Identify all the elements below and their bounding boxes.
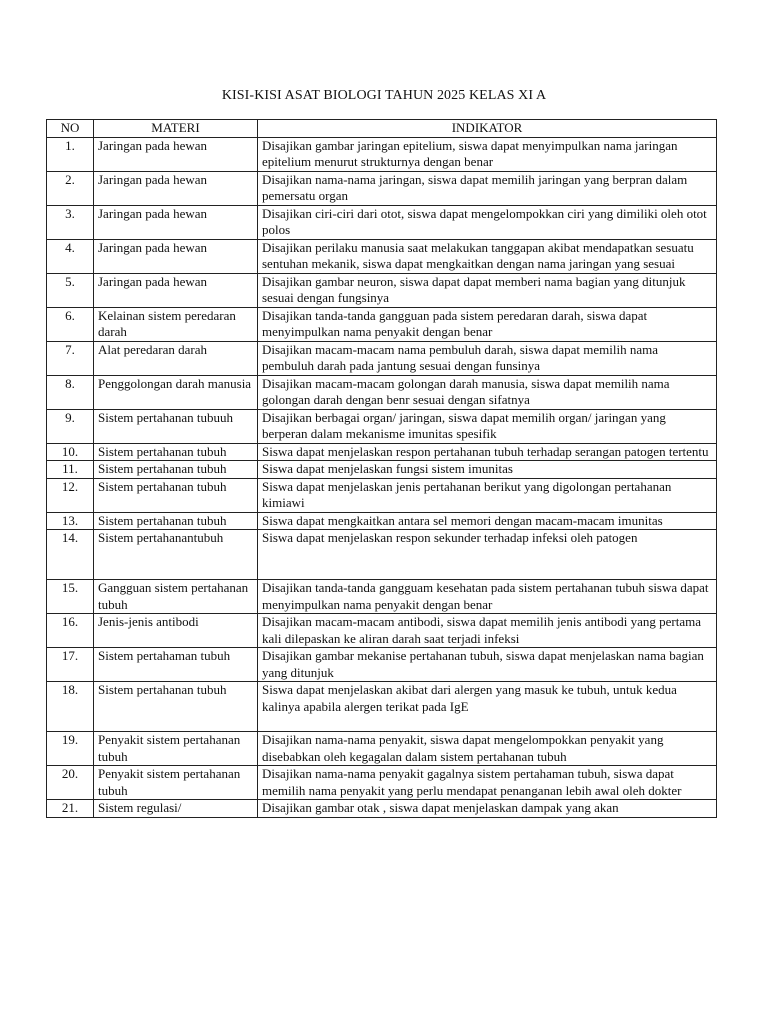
- cell-indikator: Disajikan tanda-tanda gangguan pada sistem peredaran darah, siswa dapat menyimpulkan nama penyakit dengan benar: [258, 307, 717, 341]
- cell-materi: Penyakit sistem pertahanan tubuh: [94, 766, 258, 800]
- cell-materi: Jaringan pada hewan: [94, 273, 258, 307]
- cell-indikator: Disajikan tanda-tanda gangguam kesehatan pada sistem pertahanan tubuh siswa dapat menyimpulkan nama penyakit dengan benar: [258, 580, 717, 614]
- cell-no: 7.: [47, 341, 94, 375]
- cell-indikator: Disajikan perilaku manusia saat melakukan tanggapan akibat mendapatkan sesuatu sentuhan mekanik, siswa dapat mengkaitkan dengan nama jaringan yang sesuai: [258, 239, 717, 273]
- cell-no: 19.: [47, 732, 94, 766]
- cell-no: 18.: [47, 682, 94, 732]
- cell-no: 14.: [47, 530, 94, 580]
- cell-materi: Jaringan pada hewan: [94, 205, 258, 239]
- header-materi: MATERI: [94, 120, 258, 138]
- table-row: [47, 766, 717, 800]
- cell-materi: Sistem pertahanan tubuuh: [94, 409, 258, 443]
- cell-no: 16.: [47, 614, 94, 648]
- table-row: [47, 137, 717, 171]
- cell-materi: Jaringan pada hewan: [94, 171, 258, 205]
- cell-no: 20.: [47, 766, 94, 800]
- cell-no: 9.: [47, 409, 94, 443]
- table-header-row: [47, 120, 717, 138]
- table-row: [47, 443, 717, 461]
- cell-no: 15.: [47, 580, 94, 614]
- cell-indikator: Disajikan macam-macam golongan darah manusia, siswa dapat memilih nama golongan darah dengan benr sesuai dengan sifatnya: [258, 375, 717, 409]
- cell-indikator: Disajikan gambar otak , siswa dapat menjelaskan dampak yang akan: [258, 800, 717, 818]
- cell-materi: Jenis-jenis antibodi: [94, 614, 258, 648]
- table-row: [47, 375, 717, 409]
- cell-no: 10.: [47, 443, 94, 461]
- cell-materi: Sistem pertahanan tubuh: [94, 512, 258, 530]
- cell-indikator: Disajikan nama-nama jaringan, siswa dapat memilih jaringan yang berpran dalam pemersatu organ: [258, 171, 717, 205]
- cell-materi: Sistem pertahanan tubuh: [94, 478, 258, 512]
- header-indikator: INDIKATOR: [258, 120, 717, 138]
- cell-no: 17.: [47, 648, 94, 682]
- page-title: KISI-KISI ASAT BIOLOGI TAHUN 2025 KELAS XI A: [221, 88, 547, 103]
- cell-materi: Sistem pertahanan tubuh: [94, 682, 258, 732]
- cell-materi: Alat peredaran darah: [94, 341, 258, 375]
- cell-materi: Sistem pertahanan tubuh: [94, 443, 258, 461]
- cell-indikator: Disajikan macam-macam antibodi, siswa dapat memilih jenis antibodi yang pertama kali dilepaskan ke aliran darah saat terjadi infeksi: [258, 614, 717, 648]
- table-row: [47, 800, 717, 818]
- cell-no: 6.: [47, 307, 94, 341]
- cell-indikator: Disajikan macam-macam nama pembuluh darah, siswa dapat memilih nama pembuluh darah pada jantung sesuai dengan funsinya: [258, 341, 717, 375]
- cell-no: 11.: [47, 461, 94, 479]
- cell-indikator: Disajikan gambar mekanise pertahanan tubuh, siswa dapat menjelaskan nama bagian yang ditunjuk: [258, 648, 717, 682]
- table-row: [47, 732, 717, 766]
- cell-indikator: Siswa dapat menjelaskan jenis pertahanan berikut yang digolongan pertahanan kimiawi: [258, 478, 717, 512]
- cell-indikator: Siswa dapat menjelaskan akibat dari alergen yang masuk ke tubuh, untuk kedua kalinya apabila alergen terikat pada IgE: [258, 682, 717, 732]
- cell-materi: Kelainan sistem peredaran darah: [94, 307, 258, 341]
- table-row: [47, 512, 717, 530]
- cell-indikator: Siswa dapat mengkaitkan antara sel memori dengan macam-macam imunitas: [258, 512, 717, 530]
- cell-no: 1.: [47, 137, 94, 171]
- cell-materi: Penggolongan darah manusia: [94, 375, 258, 409]
- cell-materi: Sistem pertahaman tubuh: [94, 648, 258, 682]
- cell-indikator: Siswa dapat menjelaskan fungsi sistem imunitas: [258, 461, 717, 479]
- cell-materi: Jaringan pada hewan: [94, 137, 258, 171]
- table-body: [47, 137, 717, 817]
- cell-no: 8.: [47, 375, 94, 409]
- table-row: [47, 205, 717, 239]
- cell-materi: Jaringan pada hewan: [94, 239, 258, 273]
- table-row: [47, 409, 717, 443]
- cell-materi: Penyakit sistem pertahanan tubuh: [94, 732, 258, 766]
- table-row: [47, 648, 717, 682]
- cell-indikator: Disajikan berbagai organ/ jaringan, siswa dapat memilih organ/ jaringan yang berperan dalam mekanisme imunitas spesifik: [258, 409, 717, 443]
- cell-no: 4.: [47, 239, 94, 273]
- cell-indikator: Siswa dapat menjelaskan respon sekunder terhadap infeksi oleh patogen: [258, 530, 717, 580]
- cell-no: 12.: [47, 478, 94, 512]
- header-no: NO: [47, 120, 94, 138]
- table-row: [47, 580, 717, 614]
- table-row: [47, 171, 717, 205]
- table-row: [47, 341, 717, 375]
- cell-materi: Sistem pertahanantubuh: [94, 530, 258, 580]
- cell-no: 21.: [47, 800, 94, 818]
- table-row: [47, 461, 717, 479]
- cell-materi: Gangguan sistem pertahanan tubuh: [94, 580, 258, 614]
- cell-indikator: Disajikan gambar neuron, siswa dapat dapat memberi nama bagian yang ditunjuk sesuai dengan fungsinya: [258, 273, 717, 307]
- table-row: [47, 307, 717, 341]
- cell-indikator: Disajikan ciri-ciri dari otot, siswa dapat mengelompokkan ciri yang dimiliki oleh otot polos: [258, 205, 717, 239]
- cell-indikator: Siswa dapat menjelaskan respon pertahanan tubuh terhadap serangan patogen tertentu: [258, 443, 717, 461]
- table-row: [47, 682, 717, 732]
- cell-indikator: Disajikan gambar jaringan epitelium, siswa dapat menyimpulkan nama jaringan epitelium menurut strukturnya dengan benar: [258, 137, 717, 171]
- cell-no: 13.: [47, 512, 94, 530]
- cell-no: 3.: [47, 205, 94, 239]
- cell-indikator: Disajikan nama-nama penyakit gagalnya sistem pertahaman tubuh, siswa dapat memilih nama penyakit yang perlu mendapat penanganan lebih awal oleh dokter: [258, 766, 717, 800]
- cell-no: 5.: [47, 273, 94, 307]
- cell-no: 2.: [47, 171, 94, 205]
- cell-materi: Sistem regulasi/: [94, 800, 258, 818]
- table-row: [47, 614, 717, 648]
- table-row: [47, 478, 717, 512]
- cell-materi: Sistem pertahanan tubuh: [94, 461, 258, 479]
- table-row: [47, 273, 717, 307]
- kisi-table: [46, 119, 717, 818]
- cell-indikator: Disajikan nama-nama penyakit, siswa dapat mengelompokkan penyakit yang disebabkan oleh kegagalan dalam sistem pertahanan tubuh: [258, 732, 717, 766]
- table-row: [47, 530, 717, 580]
- table-row: [47, 239, 717, 273]
